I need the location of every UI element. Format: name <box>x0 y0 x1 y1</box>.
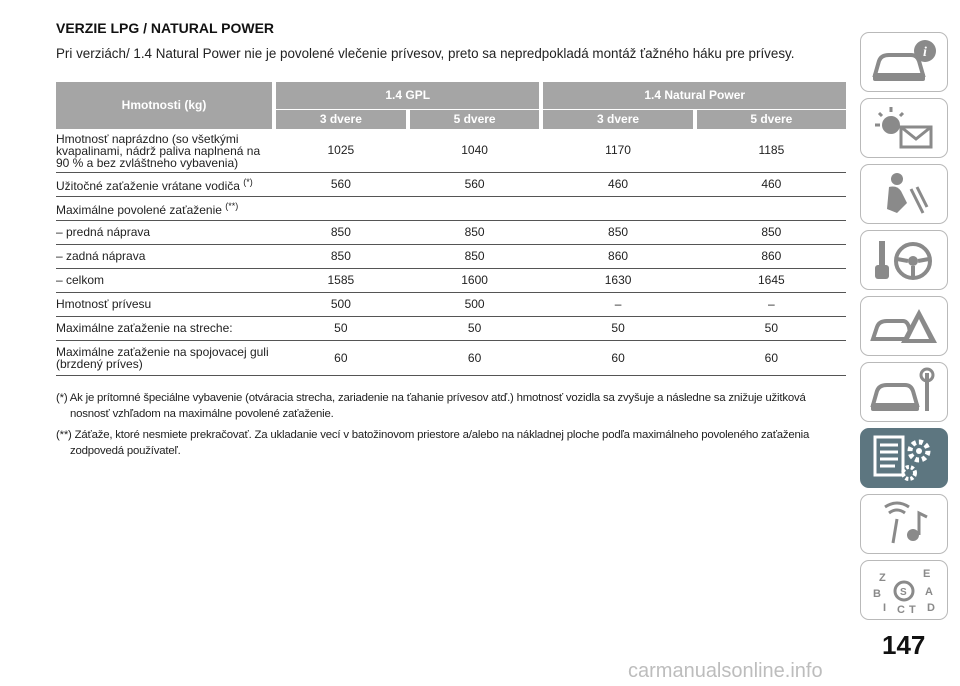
row-label: Maximálne povolené zaťaženie (**) <box>56 196 272 220</box>
cell-value: 850 <box>410 220 540 244</box>
svg-text:i: i <box>923 45 927 60</box>
tab-maintenance[interactable] <box>860 362 948 422</box>
cell-value: 560 <box>276 172 406 196</box>
cell-value: 500 <box>276 292 406 316</box>
svg-text:A: A <box>925 586 933 598</box>
table-row <box>56 268 846 292</box>
cell-value: 560 <box>410 172 540 196</box>
svg-text:T: T <box>909 604 916 615</box>
warning-light-message-icon <box>867 103 941 153</box>
cell-value: 1600 <box>410 268 540 292</box>
subheader-5-dvere-gpl: 5 dvere <box>410 109 540 129</box>
weights-table <box>56 82 846 376</box>
cell-value: 860 <box>697 244 846 268</box>
svg-text:E: E <box>923 568 931 580</box>
chapter-sidebar <box>860 32 950 626</box>
cell-value: 1645 <box>697 268 846 292</box>
cell-value: 1185 <box>697 129 846 172</box>
footnote-1: (*) Ak je prítomné špeciálne vybavenie (otváracia strecha, zariadenie na ťahanie prívesov atď.) hmotnosť vozidla sa zvyšuje a následne sa znižuje užitková nosnosť vzhľadom na maximálne povolené zaťaženie. <box>56 392 806 420</box>
key-steering-wheel-icon <box>867 235 941 285</box>
table-corner-header: Hmotnosti (kg) <box>56 82 272 129</box>
svg-text:D: D <box>927 602 935 614</box>
cell-value: 50 <box>697 316 846 340</box>
cell-value: 1630 <box>543 268 692 292</box>
cell-value: – <box>543 292 692 316</box>
cell-value: 60 <box>276 340 406 375</box>
svg-text:B: B <box>873 588 881 600</box>
cell-value: 850 <box>410 244 540 268</box>
cell-value: 1025 <box>276 129 406 172</box>
row-label: Hmotnosť naprázdno (so všetkými kvapalinami, nádrž paliva naplnená na 90 % a bez zvláštneho vybavenia) <box>56 129 272 172</box>
table-row <box>56 292 846 316</box>
table-row <box>56 220 846 244</box>
tab-warning-lights[interactable] <box>860 98 948 158</box>
cell-value: 1170 <box>543 129 692 172</box>
cell-value: 850 <box>543 220 692 244</box>
table-row <box>56 340 846 375</box>
svg-text:I: I <box>883 602 887 614</box>
cell-value: 860 <box>543 244 692 268</box>
cell-value: 50 <box>276 316 406 340</box>
cell-value: 850 <box>276 244 406 268</box>
table-row <box>56 172 846 196</box>
tab-index[interactable] <box>860 560 948 620</box>
cell-value: 50 <box>543 316 692 340</box>
svg-text:C: C <box>897 604 905 615</box>
car-wrench-icon <box>867 367 941 417</box>
row-label: Maximálne zaťaženie na spojovacej guli (brzdený príves) <box>56 340 272 375</box>
tab-starting-driving[interactable] <box>860 230 948 290</box>
tab-emergency[interactable] <box>860 296 948 356</box>
cell-value: 60 <box>410 340 540 375</box>
subheader-3-dvere-np: 3 dvere <box>543 109 692 129</box>
group-header-gpl: 1.4 GPL <box>276 82 539 109</box>
table-row <box>56 196 846 220</box>
cell-value: 460 <box>543 172 692 196</box>
subheader-3-dvere-gpl: 3 dvere <box>276 109 406 129</box>
alphabetical-index-icon <box>867 565 941 615</box>
subheader-5-dvere-np: 5 dvere <box>697 109 846 129</box>
page-number: 147 <box>882 630 926 660</box>
technical-data-gears-icon <box>867 433 941 483</box>
tab-technical-data[interactable] <box>860 428 948 488</box>
table-row <box>56 316 846 340</box>
intro-text: Pri verziách/ 1.4 Natural Power nie je povolené vlečenie prívesov, preto sa nepredpokladá montáž ťažného háku pre prívesy. <box>56 46 795 61</box>
section-title: VERZIE LPG / NATURAL POWER <box>56 20 275 36</box>
tab-multimedia[interactable] <box>860 494 948 554</box>
cell-value: 60 <box>543 340 692 375</box>
cell-value: 460 <box>697 172 846 196</box>
table-row <box>56 244 846 268</box>
airbag-passenger-icon <box>867 169 941 219</box>
cell-value: – <box>697 292 846 316</box>
cell-value: 50 <box>410 316 540 340</box>
cell-value: 850 <box>697 220 846 244</box>
multimedia-music-icon <box>867 499 941 549</box>
svg-text:Z: Z <box>879 572 886 584</box>
group-header-natural-power: 1.4 Natural Power <box>543 82 846 109</box>
cell-value: 850 <box>276 220 406 244</box>
cell-value: 60 <box>697 340 846 375</box>
row-label: Hmotnosť prívesu <box>56 292 272 316</box>
cell-value: 1040 <box>410 129 540 172</box>
tab-safety[interactable] <box>860 164 948 224</box>
car-warning-triangle-icon <box>867 301 941 351</box>
row-label: – zadná náprava <box>56 244 272 268</box>
row-label: – celkom <box>56 268 272 292</box>
svg-text:S: S <box>900 587 907 598</box>
row-label: Užitočné zaťaženie vrátane vodiča (*) <box>56 172 272 196</box>
watermark: carmanualsonline.info <box>628 660 823 682</box>
cell-value: 500 <box>410 292 540 316</box>
car-info-icon <box>867 37 941 87</box>
table-row <box>56 129 846 172</box>
footnotes <box>56 390 846 464</box>
cell-value: 1585 <box>276 268 406 292</box>
row-label: Maximálne zaťaženie na streche: <box>56 316 272 340</box>
row-label: – predná náprava <box>56 220 272 244</box>
footnote-2: (**) Záťaže, ktoré nesmiete prekračovať. Za ukladanie vecí v batožinovom priestore a/alebo na nákladnej ploche podľa maximálneho povoleného zaťaženia zodpovedá používateľ. <box>56 429 810 457</box>
tab-car-info[interactable] <box>860 32 948 92</box>
